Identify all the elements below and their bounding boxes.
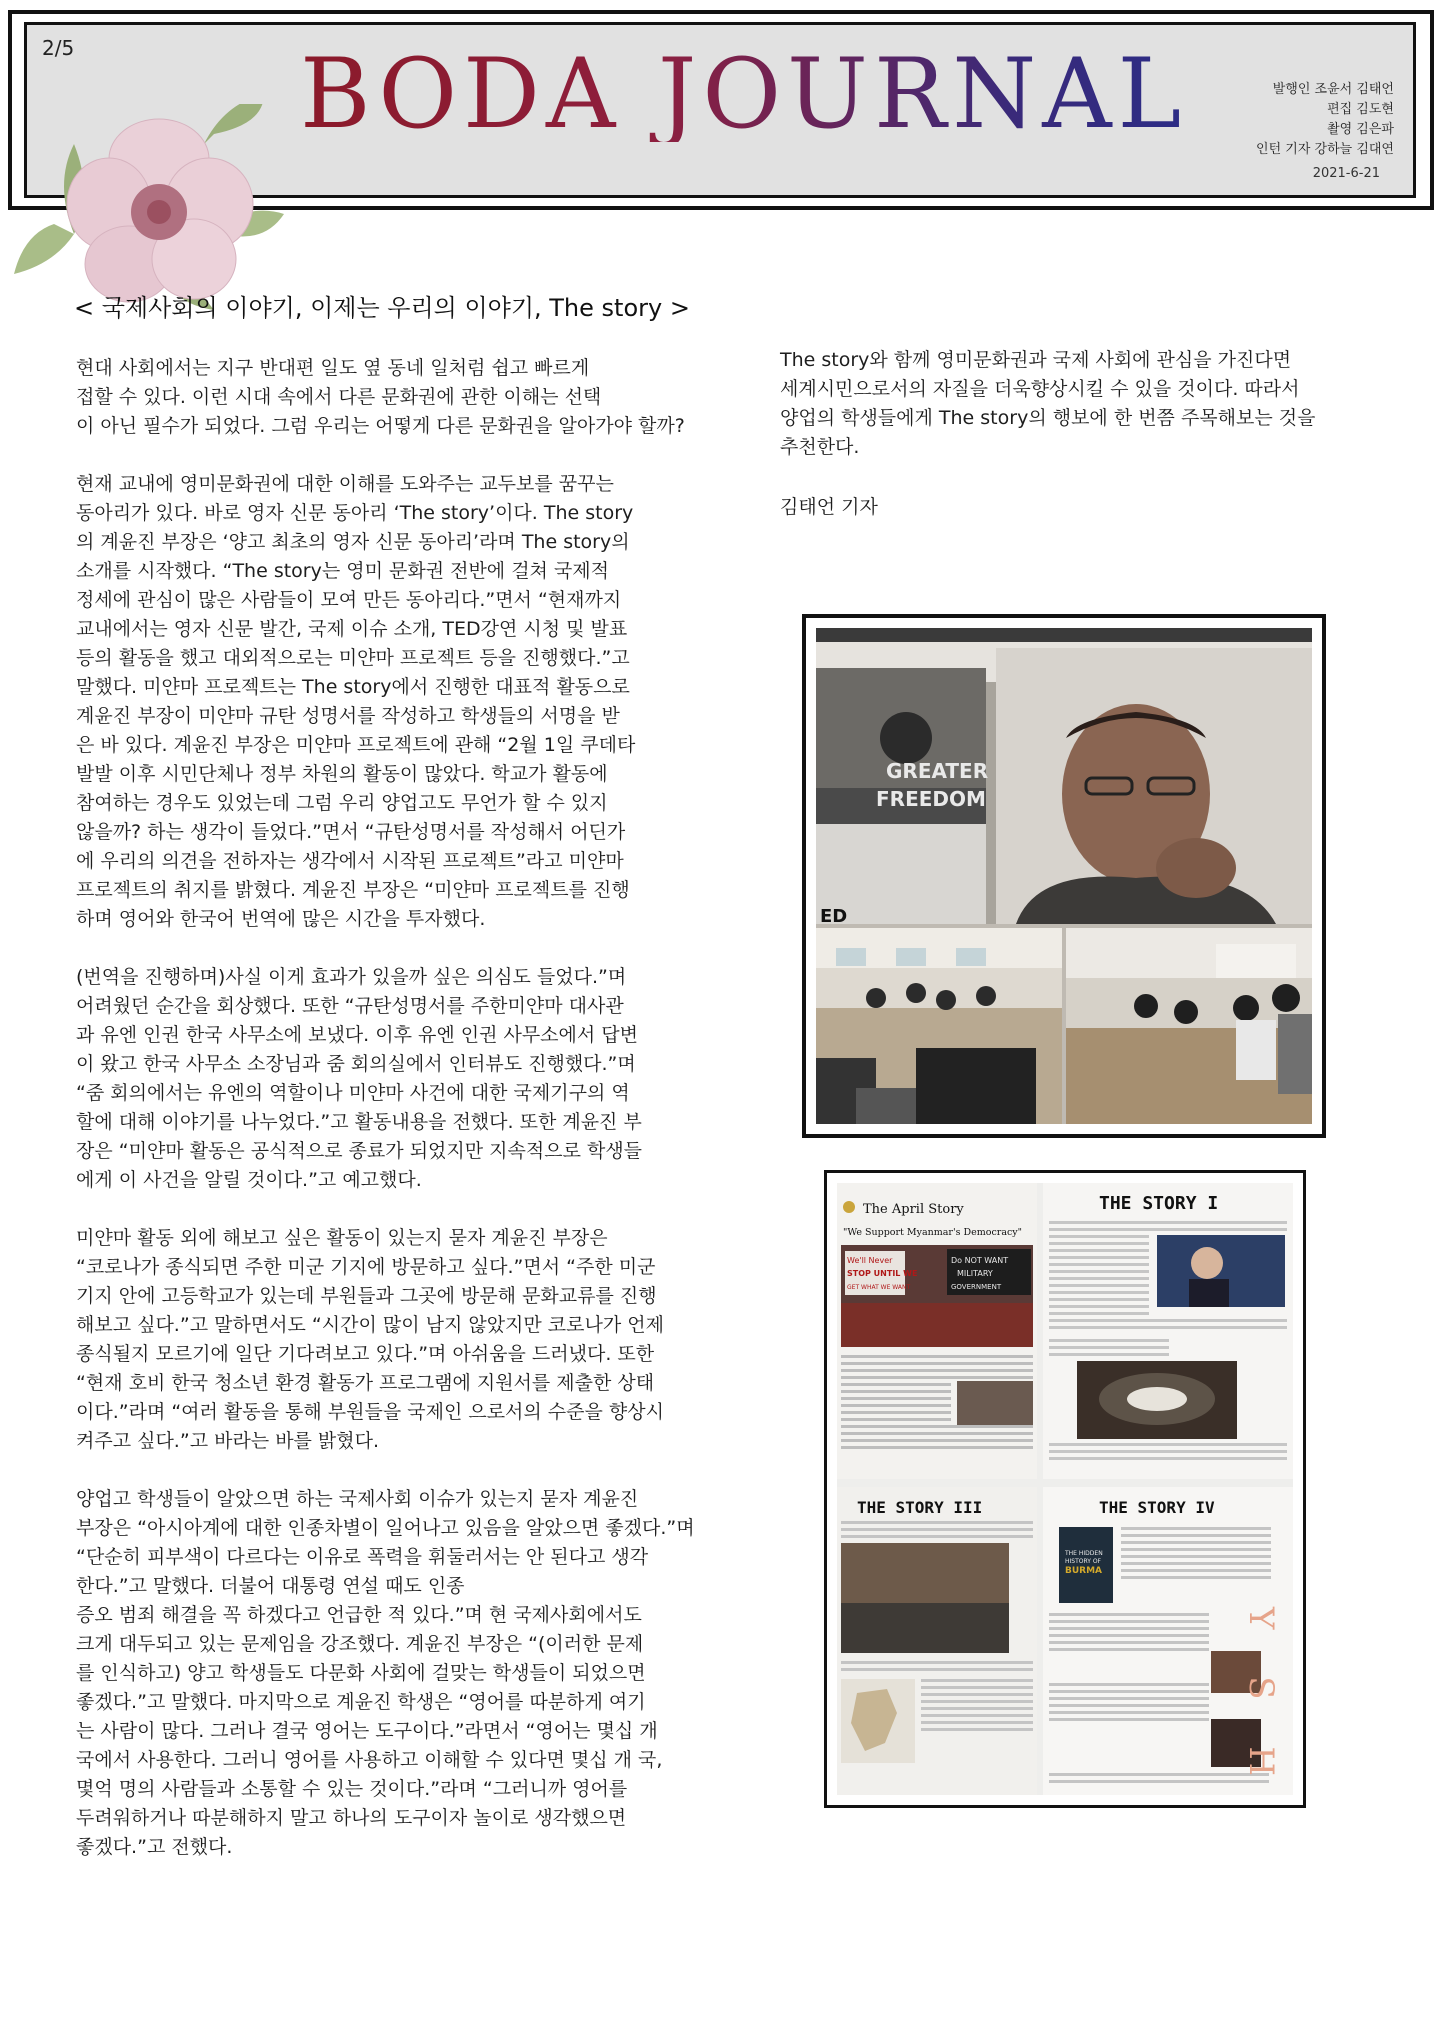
text-line: The story와 함께 영미문화권과 국제 사회에 관심을 가진다면 bbox=[780, 349, 1292, 371]
text-line: 현재 교내에 영미문화권에 대한 이해를 도와주는 교두보를 꿈꾸는 bbox=[76, 473, 614, 495]
text-line: 등의 활동을 했고 대외적으로는 미얀마 프로젝트 등을 진행했다.”고 bbox=[76, 647, 630, 669]
book-title: THE HIDDEN bbox=[1065, 1550, 1103, 1557]
paragraph-future-plans bbox=[76, 1224, 736, 1456]
text-line: 종식될지 모르기에 일단 기다려보고 있다.”며 아쉬움을 드러냈다. 또한 bbox=[76, 1343, 655, 1365]
text-line: 어려웠던 순간을 회상했다. 또한 “규탄성명서를 주한미얀마 대사관 bbox=[76, 995, 624, 1017]
newspaper-spread-image bbox=[837, 1183, 1293, 1795]
newspaper-masthead: The April Story bbox=[863, 1202, 964, 1217]
text-line: 크게 대두되고 있는 문제임을 강조했다. 계윤진 부장은 “(이러한 문제 bbox=[76, 1633, 644, 1655]
text-line: 두려워하거나 따분해하지 말고 하나의 도구이자 놀이로 생각했으면 bbox=[76, 1807, 627, 1829]
text-line: 몇억 명의 사람들과 소통할 수 있는 것이다.”라며 “그러니까 영어를 bbox=[76, 1778, 628, 1800]
poster-text: FREEDOM bbox=[876, 787, 986, 811]
poster-corner-text: ED bbox=[820, 906, 848, 927]
paragraph-club-intro bbox=[76, 470, 736, 934]
page-title: THE STORY I bbox=[1099, 1193, 1219, 1214]
protest-sign-text: STOP UNTIL WE bbox=[847, 1269, 918, 1278]
text-line: 않을까? 하는 생각이 들었다.”면서 “규탄성명서를 작성해서 어딘가 bbox=[76, 821, 626, 843]
text-line: 부장은 “아시아계에 대한 인종차별이 일어나고 있음을 알았으면 좋겠다.”며 bbox=[76, 1517, 695, 1539]
text-line: 에게 이 사건을 알릴 것이다.”고 예고했다. bbox=[76, 1169, 422, 1191]
text-line: 이 왔고 한국 사무소 소장님과 줌 회의실에서 인터뷰도 진행했다.”며 bbox=[76, 1053, 636, 1075]
zoom-meeting-image bbox=[816, 628, 1312, 1124]
text-line: “단순히 피부색이 다르다는 이유로 폭력을 휘둘러서는 안 된다고 생각 bbox=[76, 1546, 649, 1568]
page-number: 2/5 bbox=[42, 36, 75, 60]
text-line: 소개를 시작했다. “The story는 영미 문화권 전반에 걸쳐 국제적 bbox=[76, 560, 610, 582]
book-title: HISTORY OF bbox=[1065, 1558, 1102, 1565]
text-line: 교내에서는 영자 신문 발간, 국제 이슈 소개, TED강연 시청 및 발표 bbox=[76, 618, 628, 640]
text-line: 국에서 사용한다. 그러니 영어를 사용하고 이해할 수 있다면 몇십 개 국, bbox=[76, 1749, 663, 1771]
protest-sign-text: MILITARY bbox=[957, 1269, 993, 1278]
text-line: 한다.”고 말했다. 더불어 대통령 연설 때도 인종 bbox=[76, 1575, 465, 1597]
text-line: 추천한다. bbox=[780, 436, 860, 458]
text-line: 말했다. 미얀마 프로젝트는 The story에서 진행한 대표적 활동으로 bbox=[76, 676, 630, 698]
text-line: 계윤진 부장이 미얀마 규탄 성명서를 작성하고 학생들의 서명을 받 bbox=[76, 705, 620, 727]
text-line: 할에 대해 이야기를 나누었다.”고 활동내용을 전했다. 또한 계윤진 부 bbox=[76, 1111, 642, 1133]
text-line: 하며 영어와 한국어 번역에 많은 시간을 투자했다. bbox=[76, 908, 486, 930]
text-line: 기지 안에 고등학교가 있는데 부원들과 그곳에 방문해 문화교류를 진행 bbox=[76, 1285, 657, 1307]
column-text bbox=[841, 1521, 1033, 1538]
newspaper-headline: "We Support Myanmar's Democracy" bbox=[843, 1227, 1023, 1238]
text-line: 프로젝트의 취지를 밝혔다. 계윤진 부장은 “미얀마 프로젝트를 진행 bbox=[76, 879, 630, 901]
protest-sign-text: GOVERNMENT bbox=[951, 1283, 1002, 1291]
text-line: 에 우리의 의견을 전하자는 생각에서 시작된 프로젝트”라고 미얀마 bbox=[76, 850, 624, 872]
paragraph-global-issues bbox=[76, 1485, 736, 1862]
text-line: 양업의 학생들에게 The story의 행보에 한 번쯤 주목해보는 것을 bbox=[780, 407, 1316, 429]
handwritten-letters: Y S H bbox=[1241, 1607, 1281, 1795]
article-body bbox=[76, 354, 736, 1891]
text-line: 좋겠다.”고 전했다. bbox=[76, 1836, 233, 1858]
text-line: 해보고 싶다.”고 말하면서도 “시간이 많이 남지 않았지만 코로나가 언제 bbox=[76, 1314, 664, 1336]
book-title: BURMA bbox=[1065, 1566, 1103, 1576]
journal-title: BODA JOURNAL bbox=[300, 38, 1188, 150]
text-line: 접할 수 있다. 이런 시대 속에서 다른 문화권에 관한 이해는 선택 bbox=[76, 386, 602, 408]
text-line: 세계시민으로서의 자질을 더욱향상시킬 수 있을 것이다. 따라서 bbox=[780, 378, 1300, 400]
text-line: 켜주고 싶다.”고 바라는 바를 밝혔다. bbox=[76, 1430, 380, 1452]
protest-sign-text: We'll Never bbox=[847, 1256, 893, 1265]
staff-credits bbox=[1256, 80, 1394, 160]
text-line: “코로나가 종식되면 주한 미군 기지에 방문하고 싶다.”면서 “주한 미군 bbox=[76, 1256, 656, 1278]
paragraph-translation bbox=[76, 963, 736, 1195]
page-title: THE STORY III bbox=[857, 1498, 983, 1517]
text-line: 동아리가 있다. 바로 영자 신문 동아리 ‘The story’이다. The story bbox=[76, 502, 634, 524]
text-line: 는 사람이 많다. 그러나 결국 영어는 도구이다.”라면서 “영어는 몇십 개 bbox=[76, 1720, 658, 1742]
text-line: 과 유엔 인권 한국 사무소에 보냈다. 이후 유엔 인권 사무소에서 답변 bbox=[76, 1024, 638, 1046]
text-line: 좋겠다.”고 말했다. 마지막으로 계윤진 학생은 “영어를 따분하게 여기 bbox=[76, 1691, 646, 1713]
text-line: 이다.”라며 “여러 활동을 통해 부원들을 국제인 으로서의 수준을 향상시 bbox=[76, 1401, 664, 1423]
text-line: “현재 호비 한국 청소년 환경 활동가 프로그램에 지원서를 제출한 상태 bbox=[76, 1372, 655, 1394]
text-line: 의 계윤진 부장은 ‘양고 최초의 영자 신문 동아리’라며 The story의 bbox=[76, 531, 630, 553]
text-line: 은 바 있다. 계윤진 부장은 미얀마 프로젝트에 관해 “2월 1일 쿠데타 bbox=[76, 734, 636, 756]
text-line: 를 인식하고) 양고 학생들도 다문화 사회에 걸맞는 학생들이 되었으면 bbox=[76, 1662, 646, 1684]
protest-sign-text: Do NOT WANT bbox=[951, 1256, 1009, 1265]
byline: 김태언 기자 bbox=[780, 496, 878, 518]
article-headline: < 국제사회의 이야기, 이제는 우리의 이야기, The story > bbox=[74, 294, 690, 322]
zoom-meeting-photo bbox=[802, 614, 1326, 1138]
flower-decoration-icon bbox=[14, 104, 314, 310]
page-title: THE STORY IV bbox=[1099, 1498, 1215, 1517]
text-line: 증오 범죄 해결을 꼭 하겠다고 언급한 적 있다.”며 현 국제사회에서도 bbox=[76, 1604, 642, 1626]
text-line: 참여하는 경우도 있었는데 그럼 우리 양업고도 무언가 할 수 있지 bbox=[76, 792, 608, 814]
staff-editor: 편집 김도현 bbox=[1327, 102, 1394, 117]
text-line: 발발 이후 시민단체나 정부 차원의 활동이 많았다. 학교가 활동에 bbox=[76, 763, 608, 785]
issue-date: 2021-6-21 bbox=[1312, 166, 1380, 181]
staff-interns: 인턴 기자 강하늘 김대연 bbox=[1256, 142, 1394, 157]
staff-photographer: 촬영 김은파 bbox=[1327, 122, 1394, 137]
text-line: (번역을 진행하며)사실 이게 효과가 있을까 싶은 의심도 들었다.”며 bbox=[76, 966, 627, 988]
poster-text: GREATER bbox=[886, 759, 989, 783]
article-conclusion bbox=[780, 346, 1390, 462]
text-line: 양업고 학생들이 알았으면 하는 국제사회 이슈가 있는지 묻자 계윤진 bbox=[76, 1488, 639, 1510]
paragraph-intro bbox=[76, 354, 736, 441]
protest-sign-text: GET WHAT WE WANT bbox=[847, 1284, 911, 1291]
staff-publisher: 발행인 조윤서 김태언 bbox=[1272, 82, 1394, 97]
text-line: 장은 “미얀마 활동은 공식적으로 종료가 되었지만 지속적으로 학생들 bbox=[76, 1140, 643, 1162]
newspaper-spread-photo bbox=[824, 1170, 1306, 1808]
text-line: 정세에 관심이 많은 사람들이 모여 만든 동아리다.”면서 “현재까지 bbox=[76, 589, 622, 611]
text-line: 이 아닌 필수가 되었다. 그럼 우리는 어떻게 다른 문화권을 알아가야 할까? bbox=[76, 415, 685, 437]
text-line: 현대 사회에서는 지구 반대편 일도 옆 동네 일처럼 쉽고 빠르게 bbox=[76, 357, 590, 379]
text-line: “줌 회의에서는 유엔의 역할이나 미얀마 사건에 대한 국제기구의 역 bbox=[76, 1082, 630, 1104]
text-line: 미얀마 활동 외에 해보고 싶은 활동이 있는지 묻자 계윤진 부장은 bbox=[76, 1227, 608, 1249]
